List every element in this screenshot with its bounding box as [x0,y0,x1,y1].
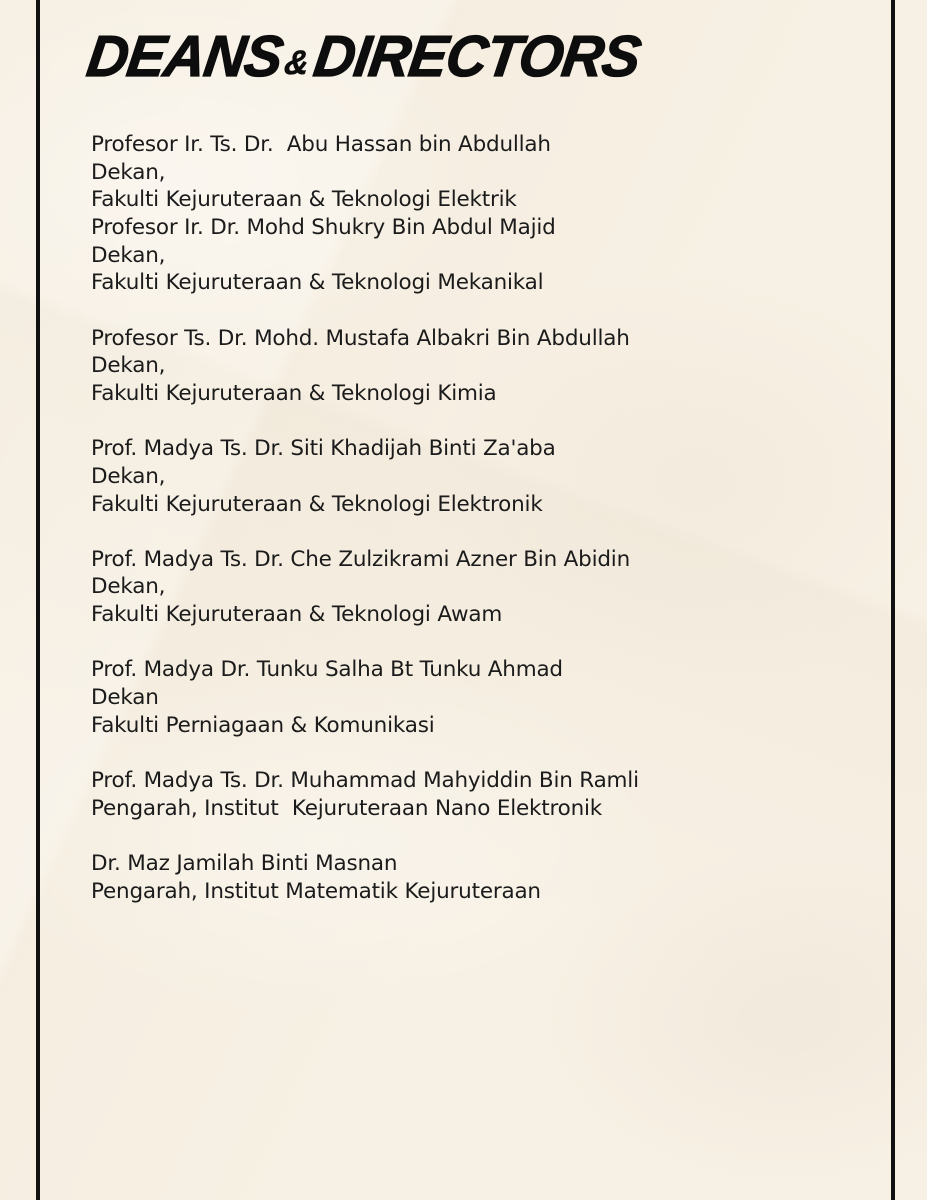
person-unit: Fakulti Kejuruteraan & Teknologi Elektronik [91,491,543,517]
person-role-unit: Pengarah, Institut Kejuruteraan Nano Elektronik [91,795,603,821]
title-directors: DIRECTORS [310,24,645,89]
person-name: Prof. Madya Ts. Dr. Muhammad Mahyiddin Bin Ramli [91,768,639,794]
title-deans: DEANS [83,24,287,89]
entry-nano-elektronik [91,767,851,822]
person-role: Dekan, [91,353,166,379]
entry-mekanikal [91,214,851,297]
person-unit: Fakulti Perniagaan & Komunikasi [91,712,435,738]
person-role: Dekan, [91,463,166,489]
right-frame-line [891,0,895,1200]
left-frame-line [36,0,40,1200]
person-role: Dekan, [91,574,166,600]
person-name: Profesor Ts. Dr. Mohd. Mustafa Albakri Bin Abdullah [91,325,630,351]
person-unit: Fakulti Kejuruteraan & Teknologi Mekanikal [91,270,544,296]
deans-directors-list [91,131,851,905]
person-role: Dekan [91,685,159,711]
person-role: Dekan, [91,242,166,268]
person-role: Dekan, [91,159,166,185]
entry-perniagaan [91,656,851,739]
person-name: Prof. Madya Ts. Dr. Che Zulzikrami Azner Bin Abidin [91,546,631,572]
page-title [82,26,643,94]
person-name: Prof. Madya Dr. Tunku Salha Bt Tunku Ahmad [91,657,563,683]
person-name: Prof. Madya Ts. Dr. Siti Khadijah Binti Za'aba [91,436,556,462]
person-name: Dr. Maz Jamilah Binti Masnan [91,850,398,876]
person-role-unit: Pengarah, Institut Matematik Kejuruteraan [91,878,541,904]
person-name: Profesor Ir. Ts. Dr. Abu Hassan bin Abdullah [91,132,551,157]
entry-kimia [91,325,851,408]
entry-elektronik [91,435,851,518]
person-unit: Fakulti Kejuruteraan & Teknologi Kimia [91,380,497,406]
entry-elektrik [91,131,851,214]
person-name: Profesor Ir. Dr. Mohd Shukry Bin Abdul Majid [91,214,556,240]
entry-matematik [91,850,851,905]
person-unit: Fakulti Kejuruteraan & Teknologi Elektrik [91,187,517,213]
person-unit: Fakulti Kejuruteraan & Teknologi Awam [91,602,503,628]
title-ampersand: & [282,44,311,82]
entry-awam [91,546,851,629]
